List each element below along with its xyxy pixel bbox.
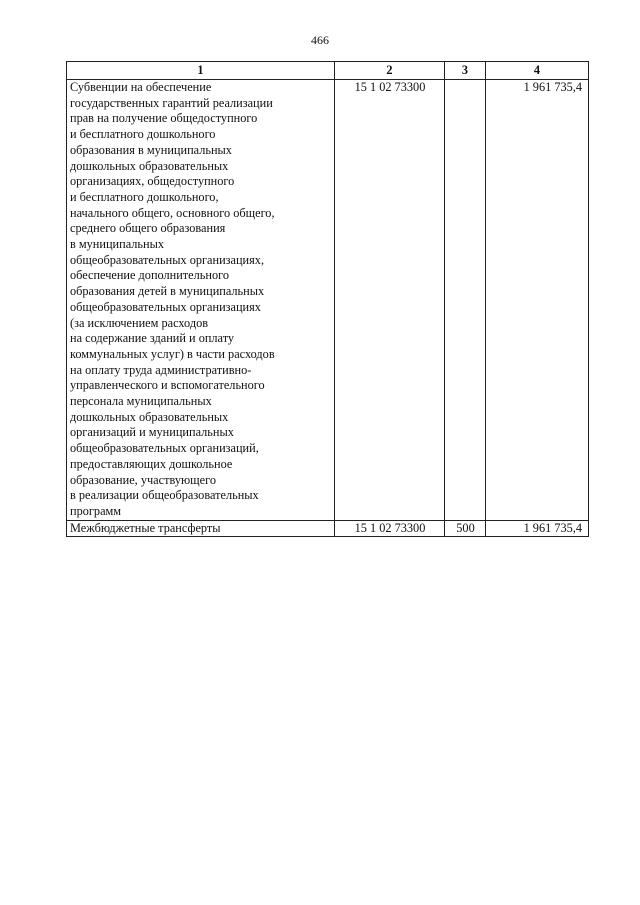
description-line: государственных гарантий реализации <box>70 95 273 110</box>
description-line: дошкольных образовательных <box>70 409 229 424</box>
row-description: Межбюджетные трансферты <box>67 520 335 536</box>
description-line: дошкольных образовательных <box>70 158 229 173</box>
description-line: общеобразовательных организаций, <box>70 441 259 456</box>
table-row <box>67 80 589 521</box>
row-code: 15 1 02 73300 <box>335 80 445 521</box>
description-line: персонала муниципальных <box>70 394 212 409</box>
row-code: 15 1 02 73300 <box>335 520 445 536</box>
row-amount: 1 961 735,4 <box>486 80 589 521</box>
description-line: образование, участвующего <box>70 472 216 487</box>
row-amount: 1 961 735,4 <box>486 520 589 536</box>
description-line: и бесплатного дошкольного <box>70 127 216 142</box>
description-line: общеобразовательных организациях <box>70 299 261 314</box>
row-type: 500 <box>445 520 486 536</box>
description-line: Субвенции на обеспечение <box>70 80 212 94</box>
description-line: общеобразовательных организациях, <box>70 252 265 267</box>
header-col-2: 2 <box>335 62 445 80</box>
description-line: прав на получение общедоступного <box>70 111 258 126</box>
description-line: программ <box>70 503 122 518</box>
header-col-1: 1 <box>67 62 335 80</box>
description-line: образования детей в муниципальных <box>70 284 265 299</box>
table-row <box>67 520 589 536</box>
description-line: на содержание зданий и оплату <box>70 331 235 346</box>
budget-table <box>66 61 589 537</box>
description-line: предоставляющих дошкольное <box>70 456 233 471</box>
description-line: управленческого и вспомогательного <box>70 378 265 393</box>
description-line: в реализации общеобразовательных <box>70 488 259 503</box>
description-line: и бесплатного дошкольного, <box>70 189 219 204</box>
row-type <box>445 80 486 521</box>
header-col-3: 3 <box>445 62 486 80</box>
description-line: (за исключением расходов <box>70 315 209 330</box>
description-line: организаций и муниципальных <box>70 425 234 440</box>
description-line: организациях, общедоступного <box>70 174 235 189</box>
row-description <box>67 80 335 521</box>
description-line: на оплату труда административно- <box>70 362 252 377</box>
description-line: начального общего, основного общего, <box>70 205 275 220</box>
description-line: обеспечение дополнительного <box>70 268 229 283</box>
description-line: среднего общего образования <box>70 221 226 236</box>
header-col-4: 4 <box>486 62 589 80</box>
description-line: коммунальных услуг) в части расходов <box>70 346 275 361</box>
page-number: 466 <box>311 33 329 47</box>
description-line: в муниципальных <box>70 237 165 252</box>
description-line: образования в муниципальных <box>70 142 232 157</box>
table-header-row <box>67 62 589 80</box>
